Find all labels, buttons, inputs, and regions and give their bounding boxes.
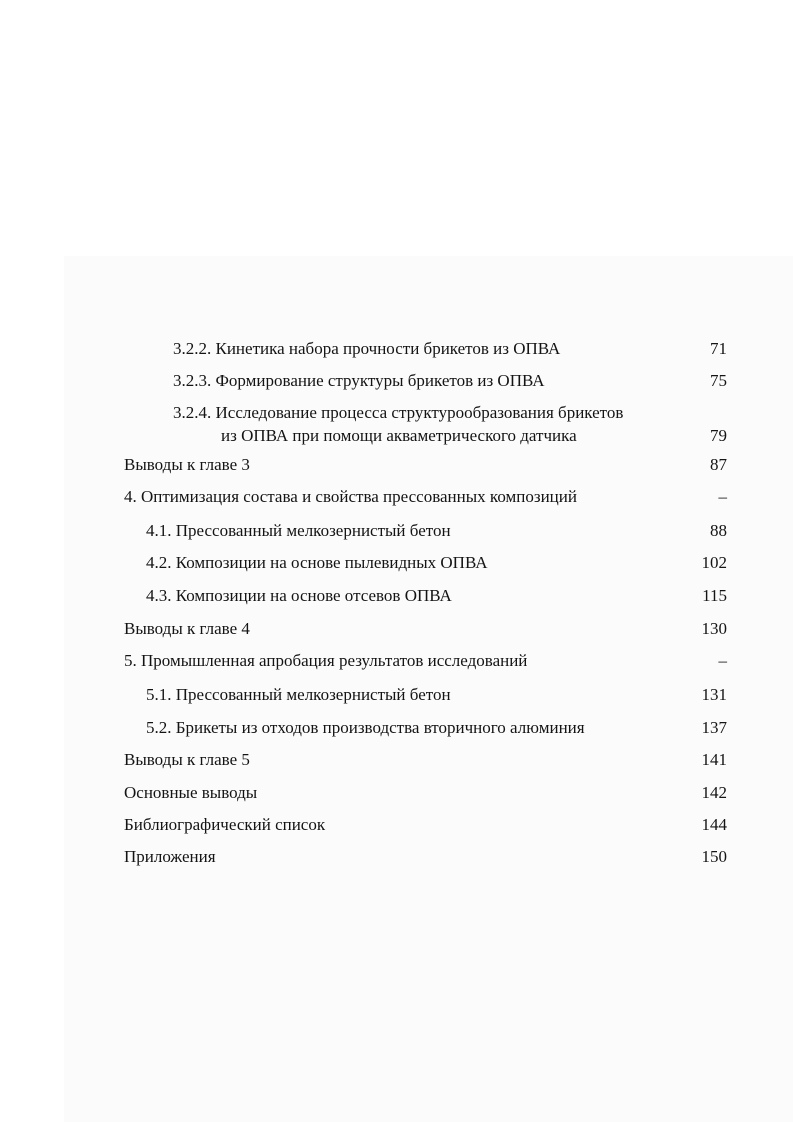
section-title: Композиции на основе пылевидных ОПВА <box>175 553 488 572</box>
section-title: Брикеты из отходов производства вторичного алюминия <box>175 718 585 737</box>
section-title: Прессованный мелкозернистый бетон <box>175 685 451 704</box>
section-number: 4.1. <box>146 521 172 540</box>
section-title: Оптимизация состава и свойства прессованных композиций <box>141 487 577 506</box>
page-number: 87 <box>710 455 727 474</box>
section-title: Композиции на основе отсевов ОПВА <box>175 586 452 605</box>
page-number: 144 <box>701 815 727 834</box>
section-title-line2: из ОПВА при помощи акваметрического датчика <box>221 426 577 445</box>
page-number: 130 <box>701 619 727 638</box>
section-title: Выводы к главе 3 <box>124 455 250 474</box>
page-number: 137 <box>701 718 727 737</box>
section-number: 5.2. <box>146 718 172 737</box>
section-title: Прессованный мелкозернистый бетон <box>175 521 451 540</box>
page-number: 79 <box>710 426 727 445</box>
section-title: Формирование структуры брикетов из ОПВА <box>215 371 545 390</box>
section-number: 4. <box>124 487 137 506</box>
section-number: 3.2.4. <box>173 403 212 422</box>
section-number: 3.2.3. <box>173 371 212 390</box>
page-number: 142 <box>701 783 727 802</box>
section-number: 5. <box>124 651 137 670</box>
section-number: 4.2. <box>146 553 172 572</box>
section-number: 4.3. <box>146 586 172 605</box>
page-number: – <box>718 651 727 670</box>
section-title: Выводы к главе 5 <box>124 750 250 769</box>
page-number: 71 <box>710 339 727 358</box>
section-title: Библиографический список <box>124 815 326 834</box>
section-number: 3.2.2. <box>173 339 212 358</box>
page-number: 131 <box>701 685 727 704</box>
section-title: Выводы к главе 4 <box>124 619 250 638</box>
section-title-line1: Исследование процесса структурообразования брикетов <box>215 403 624 422</box>
page-number: 75 <box>710 371 727 390</box>
page-number: 102 <box>701 553 727 572</box>
page-number: – <box>718 487 727 506</box>
section-title: Промышленная апробация результатов исследований <box>141 651 528 670</box>
section-title: Основные выводы <box>124 783 258 802</box>
section-title: Кинетика набора прочности брикетов из ОПВА <box>215 339 561 358</box>
page-number: 141 <box>701 750 727 769</box>
page-number: 115 <box>702 586 727 605</box>
section-title: Приложения <box>124 847 216 866</box>
page-number: 88 <box>710 521 727 540</box>
section-number: 5.1. <box>146 685 172 704</box>
page-number: 150 <box>701 847 727 866</box>
